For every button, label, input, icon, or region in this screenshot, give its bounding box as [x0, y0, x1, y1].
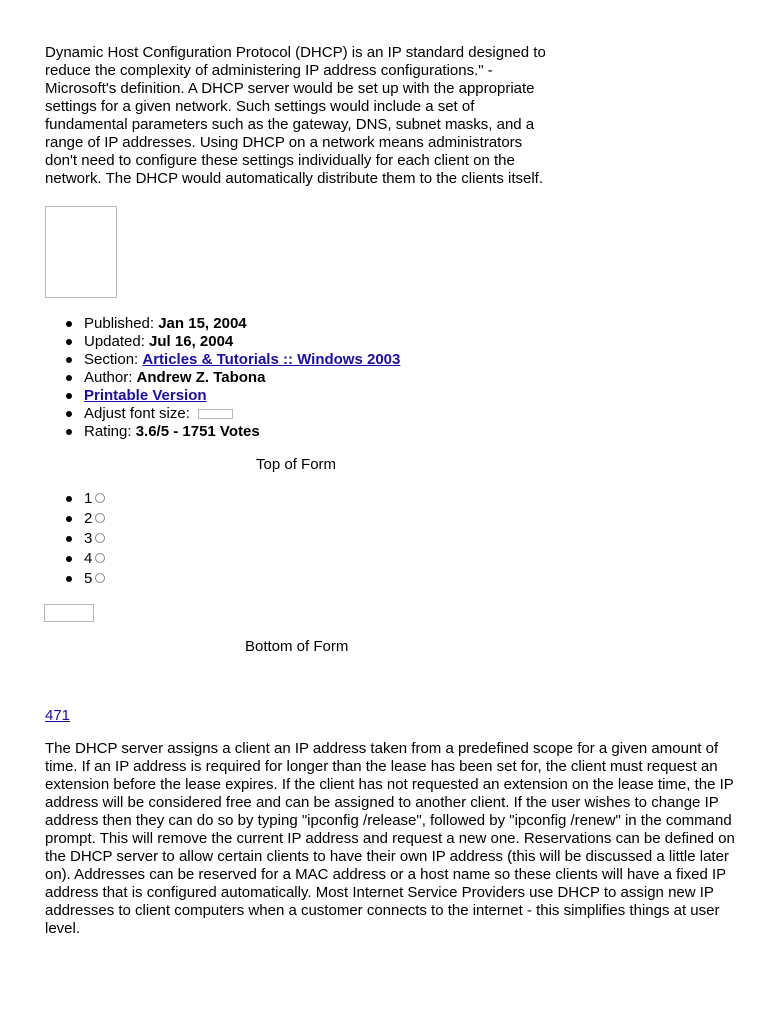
- rate-submit-button[interactable]: [44, 604, 94, 622]
- printable-version-link[interactable]: Printable Version: [84, 387, 207, 404]
- rating-radio-3[interactable]: [95, 533, 105, 543]
- author-name: Andrew Z. Tabona: [136, 369, 266, 386]
- rating-option: 3: [64, 529, 105, 549]
- updated-date: Jul 16, 2004: [149, 333, 234, 350]
- top-of-form-label: Top of Form: [256, 456, 337, 473]
- count-link[interactable]: 471: [45, 707, 71, 724]
- font-size-control[interactable]: [198, 409, 233, 419]
- meta-author: Author: Andrew Z. Tabona: [64, 369, 400, 387]
- section-link[interactable]: Articles & Tutorials :: Windows 2003: [142, 351, 401, 368]
- rating-option: 4: [64, 549, 105, 569]
- rating-radio-2[interactable]: [95, 513, 105, 523]
- image-placeholder: [45, 206, 117, 298]
- rating-radio-1[interactable]: [95, 493, 105, 503]
- meta-printable: [64, 387, 400, 405]
- rating-radio-4[interactable]: [95, 553, 105, 563]
- intro-paragraph: Dynamic Host Configuration Protocol (DHCP) is an IP standard designed to reduce the complexity of administering IP address configurations." - Microsoft's definition. A DHCP server would be set up with the appropriate settings for a given network. Such settings would include a set of fundamental parameters such as the gateway, DNS, subnet masks, and a range of IP addresses. Using DHCP on a network means administrators don't need to configure these settings individually for each client on the network. The DHCP would automatically distribute them to the clients itself.: [45, 44, 546, 187]
- rating-value: 3.6/5 - 1751 Votes: [135, 423, 260, 440]
- rating-option: 2: [64, 509, 105, 529]
- rating-option: 5: [64, 569, 105, 589]
- meta-section: Section: Articles & Tutorials :: Windows 2003: [64, 351, 400, 369]
- published-date: Jan 15, 2004: [158, 315, 247, 332]
- rating-options-list: [64, 489, 105, 589]
- bottom-of-form-label: Bottom of Form: [245, 638, 349, 655]
- rating-option: 1: [64, 489, 105, 509]
- body-paragraph: The DHCP server assigns a client an IP address taken from a predefined scope for a given amount of time. If an IP address is required for longer than the lease has been set for, the client must request an extension before the lease expires. If the client has not requested an extension on the lease time, the IP address will be considered free and can be assigned to another client. If the user wishes to change IP address then they can do so by typing "ipconfig /release", followed by "ipconfig /renew" in the command prompt. This will remove the current IP address and request a new one. Reservations can be defined on the DHCP server to allow certain clients to have their own IP address (this will be discussed a little later on). Addresses can be reserved for a MAC address or a host name so these clients will have a fixed IP address that is configured automatically. Most Internet Service Providers use DHCP to assign new IP addresses to client computers when a customer connects to the internet - this simplifies things at user level.: [45, 740, 735, 937]
- meta-font-size: Adjust font size:: [64, 405, 400, 423]
- rating-radio-5[interactable]: [95, 573, 105, 583]
- article-meta-list: [64, 315, 400, 441]
- meta-published: Published: Jan 15, 2004: [64, 315, 400, 333]
- meta-updated: Updated: Jul 16, 2004: [64, 333, 400, 351]
- meta-rating: Rating: 3.6/5 - 1751 Votes: [64, 423, 400, 441]
